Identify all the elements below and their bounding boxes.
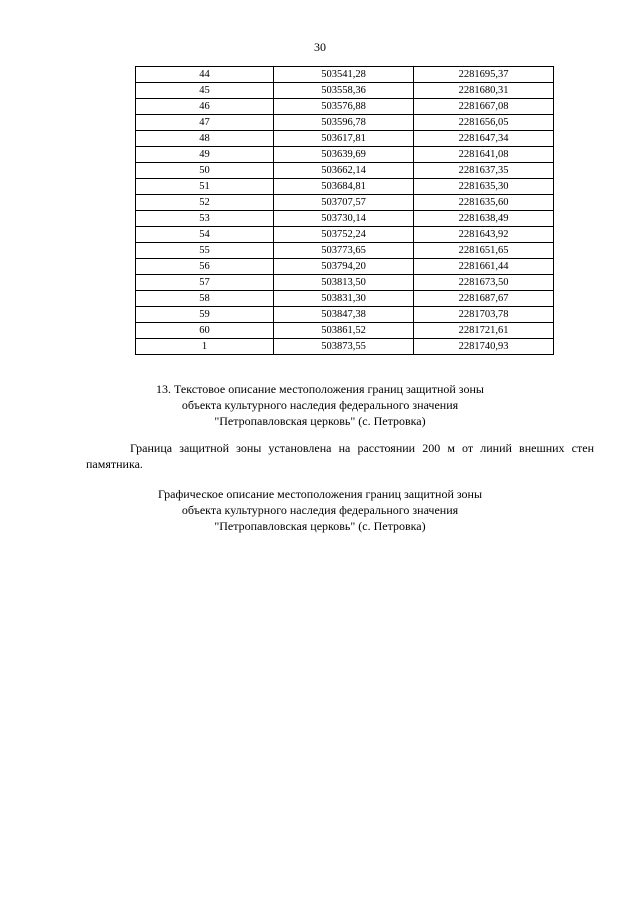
y-coordinate-cell: 2281667,08	[414, 99, 554, 115]
point-number-cell: 59	[136, 307, 274, 323]
y-coordinate-cell: 2281703,78	[414, 307, 554, 323]
y-coordinate-cell: 2281643,92	[414, 227, 554, 243]
y-coordinate-cell: 2281680,31	[414, 83, 554, 99]
point-number-cell: 47	[136, 115, 274, 131]
coordinates-table	[135, 66, 554, 355]
table-row	[136, 323, 554, 339]
point-number-cell: 54	[136, 227, 274, 243]
x-coordinate-cell: 503752,24	[274, 227, 414, 243]
y-coordinate-cell: 2281673,50	[414, 275, 554, 291]
section-13-heading-line-2: объекта культурного наследия федерального значения	[181, 398, 459, 412]
y-coordinate-cell: 2281740,93	[414, 339, 554, 355]
table-row	[136, 67, 554, 83]
graphic-heading-line-1: Графическое описание местоположения границ защитной зоны	[157, 487, 483, 501]
x-coordinate-cell: 503831,30	[274, 291, 414, 307]
y-coordinate-cell: 2281656,05	[414, 115, 554, 131]
point-number-cell: 50	[136, 163, 274, 179]
table-row	[136, 99, 554, 115]
table-row	[136, 259, 554, 275]
y-coordinate-cell: 2281637,35	[414, 163, 554, 179]
graphic-heading-line-3: "Петропавловская церковь" (с. Петровка)	[214, 519, 426, 533]
x-coordinate-cell: 503707,57	[274, 195, 414, 211]
x-coordinate-cell: 503639,69	[274, 147, 414, 163]
point-number-cell: 57	[136, 275, 274, 291]
table-row	[136, 163, 554, 179]
table-row	[136, 115, 554, 131]
x-coordinate-cell: 503558,36	[274, 83, 414, 99]
point-number-cell: 51	[136, 179, 274, 195]
x-coordinate-cell: 503541,28	[274, 67, 414, 83]
point-number-cell: 55	[136, 243, 274, 259]
x-coordinate-cell: 503684,81	[274, 179, 414, 195]
y-coordinate-cell: 2281635,60	[414, 195, 554, 211]
x-coordinate-cell: 503662,14	[274, 163, 414, 179]
point-number-cell: 58	[136, 291, 274, 307]
boundary-description: Граница защитной зоны установлена на расстоянии 200 м от линий внешних стен памятника.	[86, 441, 594, 471]
section-13-heading-line-3: "Петропавловская церковь" (с. Петровка)	[214, 414, 426, 428]
page-number: 30	[314, 40, 326, 54]
table-row	[136, 131, 554, 147]
point-number-cell: 52	[136, 195, 274, 211]
table-row	[136, 291, 554, 307]
point-number-cell: 1	[136, 339, 274, 355]
graphic-heading-line-2: объекта культурного наследия федерального значения	[181, 503, 459, 517]
table-row	[136, 147, 554, 163]
point-number-cell: 53	[136, 211, 274, 227]
y-coordinate-cell: 2281695,37	[414, 67, 554, 83]
point-number-cell: 56	[136, 259, 274, 275]
y-coordinate-cell: 2281641,08	[414, 147, 554, 163]
x-coordinate-cell: 503773,65	[274, 243, 414, 259]
x-coordinate-cell: 503794,20	[274, 259, 414, 275]
y-coordinate-cell: 2281647,34	[414, 131, 554, 147]
table-row	[136, 211, 554, 227]
y-coordinate-cell: 2281661,44	[414, 259, 554, 275]
x-coordinate-cell: 503617,81	[274, 131, 414, 147]
y-coordinate-cell: 2281687,67	[414, 291, 554, 307]
x-coordinate-cell: 503596,78	[274, 115, 414, 131]
section-13-heading	[0, 381, 640, 429]
x-coordinate-cell: 503861,52	[274, 323, 414, 339]
table-row	[136, 195, 554, 211]
x-coordinate-cell: 503847,38	[274, 307, 414, 323]
x-coordinate-cell: 503873,55	[274, 339, 414, 355]
table-row	[136, 227, 554, 243]
point-number-cell: 44	[136, 67, 274, 83]
y-coordinate-cell: 2281721,61	[414, 323, 554, 339]
y-coordinate-cell: 2281651,65	[414, 243, 554, 259]
table-row	[136, 83, 554, 99]
x-coordinate-cell: 503576,88	[274, 99, 414, 115]
coordinates-table-body	[136, 67, 554, 355]
table-row	[136, 179, 554, 195]
point-number-cell: 49	[136, 147, 274, 163]
point-number-cell: 60	[136, 323, 274, 339]
table-row	[136, 243, 554, 259]
point-number-cell: 45	[136, 83, 274, 99]
table-row	[136, 275, 554, 291]
x-coordinate-cell: 503813,50	[274, 275, 414, 291]
point-number-cell: 46	[136, 99, 274, 115]
section-13-heading-line-1: 13. Текстовое описание местоположения границ защитной зоны	[156, 382, 484, 396]
point-number-cell: 48	[136, 131, 274, 147]
table-row	[136, 339, 554, 355]
x-coordinate-cell: 503730,14	[274, 211, 414, 227]
y-coordinate-cell: 2281635,30	[414, 179, 554, 195]
y-coordinate-cell: 2281638,49	[414, 211, 554, 227]
graphic-description-heading	[0, 486, 640, 534]
table-row	[136, 307, 554, 323]
